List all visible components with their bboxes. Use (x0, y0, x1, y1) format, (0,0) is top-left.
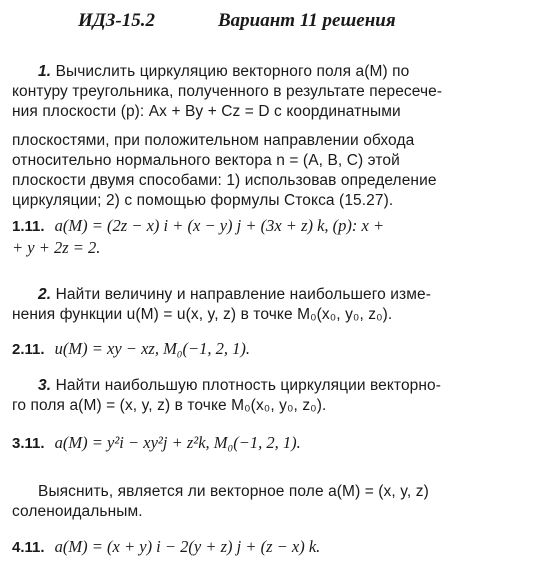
variant-3-11 (12, 432, 522, 455)
variant-2-11 (12, 338, 522, 361)
task-1-line: относительно нормального вектора n = (A, B, C) этой (12, 152, 400, 169)
task-2 (12, 285, 510, 325)
formula: a(M) = y²i − xy²j + z²k, M₀(−1, 2, 1). (54, 433, 301, 452)
variant-number: 1.11. (12, 218, 45, 235)
formula: u(M) = xy − xz, M₀(−1, 2, 1). (54, 339, 251, 358)
task-1-line (12, 62, 510, 82)
page-header (0, 10, 534, 36)
variant-1-11 (12, 215, 522, 259)
variant-number: 4.11. (12, 539, 45, 556)
variant-4-11 (12, 536, 522, 559)
formula: a(M) = (2z − x) i + (x − y) j + (3x + z) k, (p): x + (54, 216, 385, 235)
task-1 (12, 62, 510, 211)
task-4-line: Выяснить, является ли векторное поле a(M) = (x, y, z) (38, 483, 429, 500)
task-1-line: циркуляции; 2) с помощью формулы Стокса (15.27). (12, 192, 394, 209)
task-4-line: соленоидальным. (12, 503, 143, 520)
task-1-line: плоскостями, при положительном направлении обхода (12, 132, 415, 149)
formula: + y + 2z = 2. (12, 238, 101, 257)
task-4 (12, 482, 510, 522)
variant-number: 3.11. (12, 435, 45, 452)
variant-number: 2.11. (12, 341, 45, 358)
assignment-code: ИДЗ-15.2 (78, 10, 156, 31)
task-1-line: плоскости двумя способами: 1) использовав определение (12, 172, 437, 189)
task-3 (12, 376, 510, 416)
task-1-line: контуру треугольника, полученного в результате пересече- (12, 83, 443, 100)
task-text: Вычислить циркуляцию векторного поля a(M) по (55, 63, 410, 80)
task-text: Найти величину и направление наибольшего изме- (55, 286, 431, 303)
task-number: 2. (38, 286, 52, 303)
task-3-line (12, 376, 510, 396)
task-1-line: ния плоскости (p): Ax + By + Cz = D с координатными (12, 103, 401, 120)
task-3-line: го поля a(M) = (x, y, z) в точке M₀(x₀, y₀, z₀). (12, 397, 327, 414)
task-text: Найти наибольшую плотность циркуляции векторно- (55, 377, 442, 394)
variant-title: Вариант 11 решения (218, 10, 396, 31)
task-2-line: нения функции u(M) = u(x, y, z) в точке M₀(x₀, y₀, z₀). (12, 306, 393, 323)
task-number: 1. (38, 63, 52, 80)
formula: a(M) = (x + y) i − 2(y + z) j + (z − x) k. (54, 537, 321, 556)
task-2-line (12, 285, 510, 305)
task-number: 3. (38, 377, 52, 394)
